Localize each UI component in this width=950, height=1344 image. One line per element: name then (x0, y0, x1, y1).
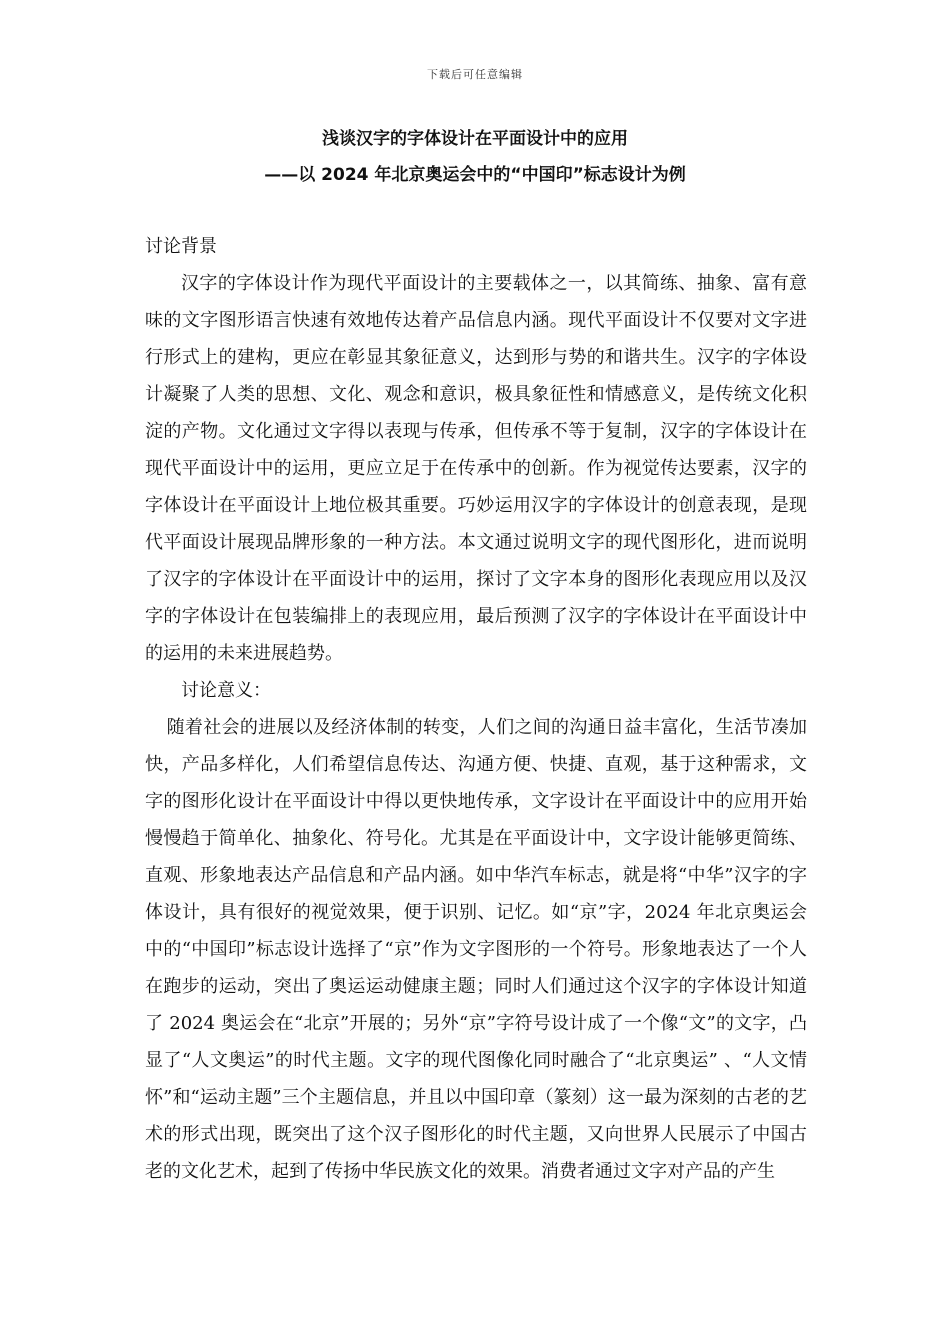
section-heading-background: 讨论背景 (145, 236, 217, 257)
header-note: 下载后可任意编辑 (427, 68, 523, 81)
document-body (145, 228, 807, 1190)
document-title: 浅谈汉字的字体设计在平面设计中的应用 (322, 129, 628, 149)
paragraph-background: 汉字的字体设计作为现代平面设计的主要载体之一，以其简练、抽象、富有意味的文字图形语言快速有效地传达着产品信息内涵。现代平面设计不仅要对文字进行形式上的建构，更应在彰显其象征意义，达到形与势的和谐共生。汉字的字体设计凝聚了人类的思想、文化、观念和意识，极具象征性和情感意义，是传统文化积淀的产物。文化通过文字得以表现与传承，但传承不等于复制，汉字的字体设计在现代平面设计中的运用，更应立足于在传承中的创新。作为视觉传达要素，汉字的字体设计在平面设计上地位极其重要。巧妙运用汉字的字体设计的创意表现，是现代平面设计展现品牌形象的一种方法。本文通过说明文字的现代图形化，进而说明了汉字的字体设计在平面设计中的运用，探讨了文字本身的图形化表现应用以及汉字的字体设计在包装编排上的表现应用，最后预测了汉字的字体设计在平面设计中的运用的未来进展趋势。 (145, 273, 807, 664)
document-subtitle: ——以 2024 年北京奥运会中的“中国印”标志设计为例 (264, 165, 686, 185)
section-heading-significance: 讨论意义： (181, 680, 271, 701)
paragraph-significance: 随着社会的进展以及经济体制的转变，人们之间的沟通日益丰富化，生活节凑加快，产品多样化，人们希望信息传达、沟通方便、快捷、直观，基于这种需求，文字的图形化设计在平面设计中得以更快地传承，文字设计在平面设计中的应用开始慢慢趋于简单化、抽象化、符号化。尤其是在平面设计中，文字设计能够更简练、直观、形象地表达产品信息和产品内涵。如中华汽车标志，就是将“中华”汉字的字体设计，具有很好的视觉效果，便于识别、记忆。如“京”字，2024 年北京奥运会中的“中国印”标志设计选择了“京”作为文字图形的一个符号。形象地表达了一个人在跑步的运动，突出了奥运运动健康主题；同时人们通过这个汉字的字体设计知道了 2024 奥运会在“北京”开展的；另外“京”字符号设计成了一个像“文”的文字，凸显了“人文奥运”的时代主题。文字的现代图像化同时融合了“北京奥运” 、“人文情怀”和“运动主题”三个主题信息，并且以中国印章（篆刻）这一最为深刻的古老的艺术的形式出现，既突出了这个汉子图形化的时代主题，又向世界人民展示了中国古老的文化艺术，起到了传扬中华民族文化的效果。消费者通过文字对产品的产生 (145, 717, 807, 1182)
